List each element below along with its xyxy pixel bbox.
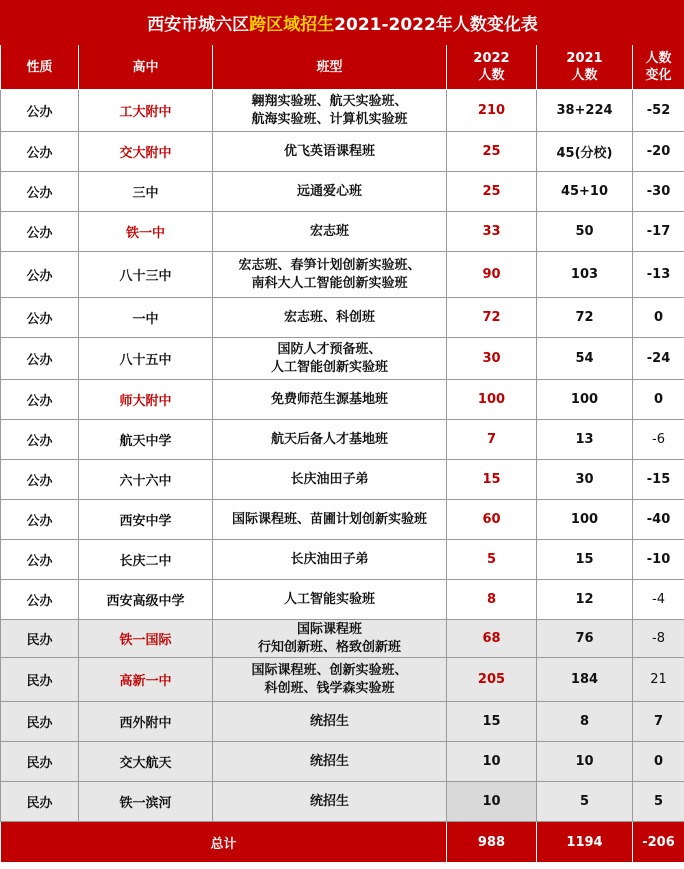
cell-program xyxy=(213,620,447,658)
cell-change: -4 xyxy=(633,580,684,620)
cell-2022: 60 xyxy=(447,500,537,540)
cell-change: 0 xyxy=(633,298,684,338)
cell-change: -17 xyxy=(633,212,684,252)
cell-program xyxy=(213,500,447,540)
program-line-1: 长庆油田子弟 xyxy=(290,471,369,487)
table-row xyxy=(1,338,684,380)
cell-2021: 12 xyxy=(537,580,633,620)
cell-change: 21 xyxy=(633,658,684,702)
total-2022: 988 xyxy=(447,822,537,863)
cell-nature: 公办 xyxy=(1,540,79,580)
title-part2: 2021-2022年人数变化表 xyxy=(334,15,538,35)
program-line-1: 航天后备人才基地班 xyxy=(270,431,388,447)
table-row xyxy=(1,460,684,500)
cell-school: 六十六中 xyxy=(79,460,213,500)
cell-2021: 103 xyxy=(537,252,633,298)
cell-2021: 15 xyxy=(537,540,633,580)
cell-school: 长庆二中 xyxy=(79,540,213,580)
header-change-line2: 变化 xyxy=(645,68,672,83)
program-line-1: 长庆油田子弟 xyxy=(290,551,369,567)
cell-2022: 8 xyxy=(447,580,537,620)
cell-2022: 30 xyxy=(447,338,537,380)
program-line-2: 人工智能创新实验班 xyxy=(270,359,388,375)
cell-program xyxy=(213,782,447,822)
cell-nature: 民办 xyxy=(1,620,79,658)
program-line-1: 统招生 xyxy=(309,753,349,769)
cell-2021: 5 xyxy=(537,782,633,822)
program-line-1: 国际课程班 xyxy=(296,621,362,637)
header-change-line1: 人数 xyxy=(645,51,672,66)
table-title xyxy=(1,1,684,45)
cell-nature: 公办 xyxy=(1,298,79,338)
cell-change: -6 xyxy=(633,420,684,460)
cell-program xyxy=(213,742,447,782)
cell-school: 西外附中 xyxy=(79,702,213,742)
program-line-1: 统招生 xyxy=(309,793,349,809)
header-change xyxy=(633,45,684,90)
program-line-1: 统招生 xyxy=(309,713,349,729)
table-row xyxy=(1,420,684,460)
cell-2022: 25 xyxy=(447,172,537,212)
cell-2022: 25 xyxy=(447,132,537,172)
table-row xyxy=(1,298,684,338)
cell-2021: 100 xyxy=(537,380,633,420)
cell-school: 航天中学 xyxy=(79,420,213,460)
table-row xyxy=(1,132,684,172)
cell-2022: 15 xyxy=(447,460,537,500)
cell-program xyxy=(213,580,447,620)
cell-2021: 50 xyxy=(537,212,633,252)
cell-2022: 7 xyxy=(447,420,537,460)
cell-change: -10 xyxy=(633,540,684,580)
cell-nature: 公办 xyxy=(1,172,79,212)
cell-school: 三中 xyxy=(79,172,213,212)
cell-2021: 30 xyxy=(537,460,633,500)
total-2021: 1194 xyxy=(537,822,633,863)
program-line-1: 国防人才预备班、 xyxy=(277,341,382,357)
cell-program xyxy=(213,132,447,172)
program-line-2: 行知创新班、格致创新班 xyxy=(257,639,401,655)
title-row xyxy=(1,1,684,45)
table-row xyxy=(1,620,684,658)
cell-2021: 54 xyxy=(537,338,633,380)
cell-school: 交大航天 xyxy=(79,742,213,782)
table-row xyxy=(1,702,684,742)
cell-2022: 68 xyxy=(447,620,537,658)
cell-change: -20 xyxy=(633,132,684,172)
cell-2021: 13 xyxy=(537,420,633,460)
cell-2021: 10 xyxy=(537,742,633,782)
cell-program xyxy=(213,460,447,500)
cell-2022: 15 xyxy=(447,702,537,742)
cell-nature: 民办 xyxy=(1,658,79,702)
header-2021-year: 2021 xyxy=(566,51,603,66)
total-change: -206 xyxy=(633,822,684,863)
cell-school: 八十三中 xyxy=(79,252,213,298)
cell-school: 八十五中 xyxy=(79,338,213,380)
cell-program xyxy=(213,380,447,420)
cell-change: -52 xyxy=(633,90,684,132)
cell-2022: 72 xyxy=(447,298,537,338)
cell-program xyxy=(213,298,447,338)
table-row xyxy=(1,252,684,298)
program-line-2: 航海实验班、计算机实验班 xyxy=(251,111,408,127)
cell-change: 7 xyxy=(633,702,684,742)
cell-school: 高新一中 xyxy=(79,658,213,702)
cell-program xyxy=(213,172,447,212)
cell-nature: 民办 xyxy=(1,742,79,782)
title-part1: 西安市城六区 xyxy=(147,15,250,35)
cell-2022: 5 xyxy=(447,540,537,580)
program-line-2: 南科大人工智能创新实验班 xyxy=(251,275,408,291)
header-nature: 性质 xyxy=(1,45,79,90)
cell-nature: 公办 xyxy=(1,420,79,460)
cell-2022: 10 xyxy=(447,782,537,822)
total-label: 总计 xyxy=(1,822,447,863)
header-2021-unit: 人数 xyxy=(571,68,598,83)
cell-school: 铁一中 xyxy=(79,212,213,252)
cell-change: -8 xyxy=(633,620,684,658)
cell-nature: 公办 xyxy=(1,338,79,380)
cell-change: 0 xyxy=(633,742,684,782)
table-row xyxy=(1,742,684,782)
table-row xyxy=(1,90,684,132)
cell-2022: 10 xyxy=(447,742,537,782)
cell-school: 师大附中 xyxy=(79,380,213,420)
header-2022-unit: 人数 xyxy=(478,68,505,83)
cell-nature: 公办 xyxy=(1,380,79,420)
cell-program xyxy=(213,702,447,742)
cell-2022: 210 xyxy=(447,90,537,132)
cell-nature: 公办 xyxy=(1,252,79,298)
total-row xyxy=(1,822,684,863)
header-program: 班型 xyxy=(213,45,447,90)
program-line-1: 人工智能实验班 xyxy=(283,591,375,607)
cell-2022: 90 xyxy=(447,252,537,298)
cell-change: -30 xyxy=(633,172,684,212)
cell-2021: 45+10 xyxy=(537,172,633,212)
program-line-1: 免费师范生源基地班 xyxy=(270,391,388,407)
table-row xyxy=(1,658,684,702)
cell-program xyxy=(213,658,447,702)
cell-change: -40 xyxy=(633,500,684,540)
cell-nature: 民办 xyxy=(1,782,79,822)
cell-2021: 184 xyxy=(537,658,633,702)
cell-nature: 公办 xyxy=(1,460,79,500)
header-school: 高中 xyxy=(79,45,213,90)
cell-nature: 民办 xyxy=(1,702,79,742)
cell-change: -24 xyxy=(633,338,684,380)
cell-change: 5 xyxy=(633,782,684,822)
cell-school: 铁一国际 xyxy=(79,620,213,658)
cell-2021: 72 xyxy=(537,298,633,338)
cell-2021: 38+224 xyxy=(537,90,633,132)
cell-nature: 公办 xyxy=(1,90,79,132)
cell-change: -13 xyxy=(633,252,684,298)
cell-school: 工大附中 xyxy=(79,90,213,132)
cell-school: 铁一滨河 xyxy=(79,782,213,822)
cell-program xyxy=(213,540,447,580)
cell-nature: 公办 xyxy=(1,580,79,620)
program-line-1: 宏志班、春笋计划创新实验班、 xyxy=(238,257,421,273)
program-line-1: 优飞英语课程班 xyxy=(283,143,375,159)
program-line-1: 国际课程班、苗圃计划创新实验班 xyxy=(231,511,427,527)
cell-2021: 100 xyxy=(537,500,633,540)
cell-school: 西安中学 xyxy=(79,500,213,540)
program-line-2: 科创班、钱学森实验班 xyxy=(264,680,395,696)
cell-nature: 公办 xyxy=(1,132,79,172)
table-row xyxy=(1,500,684,540)
cell-school: 西安高级中学 xyxy=(79,580,213,620)
cell-program xyxy=(213,420,447,460)
header-2021 xyxy=(537,45,633,90)
table-row xyxy=(1,380,684,420)
cell-nature: 公办 xyxy=(1,500,79,540)
cell-school: 一中 xyxy=(79,298,213,338)
table-body xyxy=(1,90,684,822)
cell-2021: 45(分校) xyxy=(537,132,633,172)
cell-nature: 公办 xyxy=(1,212,79,252)
cell-2021: 76 xyxy=(537,620,633,658)
cell-program xyxy=(213,338,447,380)
table-row xyxy=(1,540,684,580)
cell-change: 0 xyxy=(633,380,684,420)
cell-program xyxy=(213,212,447,252)
cell-program xyxy=(213,90,447,132)
table-row xyxy=(1,212,684,252)
program-line-1: 国际课程班、创新实验班、 xyxy=(251,662,408,678)
program-line-1: 翱翔实验班、航天实验班、 xyxy=(251,93,408,109)
cell-2021: 8 xyxy=(537,702,633,742)
cell-school: 交大附中 xyxy=(79,132,213,172)
cell-2022: 33 xyxy=(447,212,537,252)
title-highlight: 跨区域招生 xyxy=(249,15,335,35)
cell-2022: 205 xyxy=(447,658,537,702)
table-row xyxy=(1,580,684,620)
table-row xyxy=(1,782,684,822)
program-line-1: 宏志班 xyxy=(309,223,349,239)
cell-program xyxy=(213,252,447,298)
program-line-1: 远通爱心班 xyxy=(296,183,362,199)
cell-2022: 100 xyxy=(447,380,537,420)
table-row xyxy=(1,172,684,212)
header-2022-year: 2022 xyxy=(473,51,510,66)
header-row xyxy=(1,45,684,90)
cell-change: -15 xyxy=(633,460,684,500)
header-2022 xyxy=(447,45,537,90)
program-line-1: 宏志班、科创班 xyxy=(283,309,375,325)
